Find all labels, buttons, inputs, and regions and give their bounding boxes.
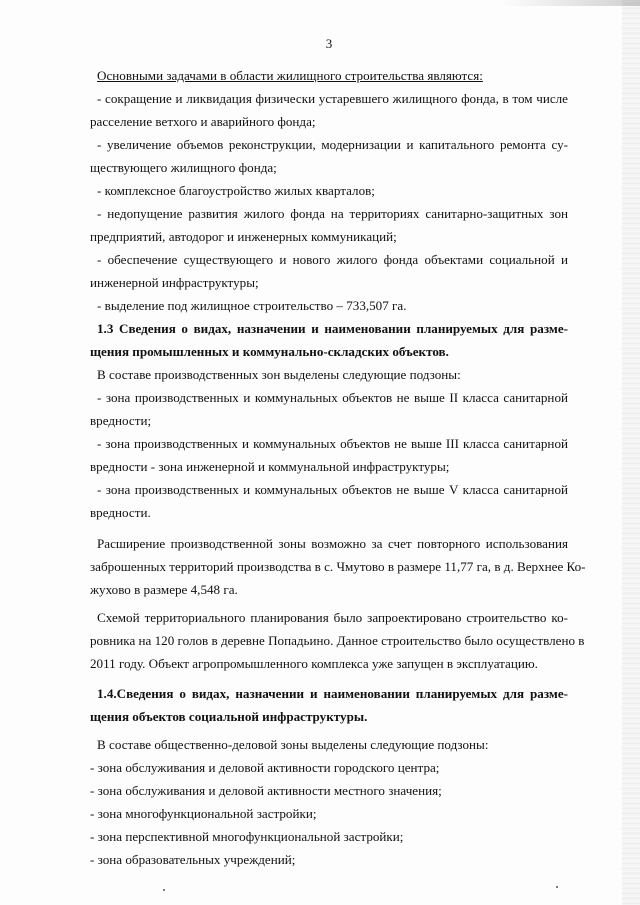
page-number: 3 [325, 36, 333, 51]
list-item: - зона обслуживания и деловой активности местного значения; [90, 783, 442, 798]
text-line: - зона производственных и коммунальных объектов не выше V класса санитарной [97, 482, 568, 497]
text-line: - зона производственных и коммунальных объектов не выше III класса санитарной [97, 436, 568, 451]
section-heading-1-4: 1.4.Сведения о видах, назначении и наименовании планируемых для разме- [97, 686, 568, 701]
text-line: В составе общественно-деловой зоны выделены следующие подзоны: [97, 737, 489, 752]
text-line: расселение ветхого и аварийного фонда; [90, 114, 316, 129]
text-line: предприятий, автодорог и инженерных коммуникаций; [90, 229, 397, 244]
text-line: - выделение под жилищное строительство – 733,507 га. [97, 298, 407, 313]
text-line: заброшенных территорий производства в с. Чмутово в размере 11,77 га, в д. Верхнее Ко- [90, 559, 586, 574]
section-heading-1-4-cont: щения объектов социальной инфраструктуры. [90, 709, 368, 724]
text-line: - увеличение объемов реконструкции, модернизации и капитального ремонта су- [97, 137, 568, 152]
text-line: инженерной инфраструктуры; [90, 275, 259, 290]
text-line: - недопущение развития жилого фонда на территориях санитарно-защитных зон [97, 206, 568, 221]
scan-edge-shadow [622, 0, 640, 905]
text-line: жухово в размере 4,548 га. [90, 582, 238, 597]
section-heading-1-3-cont: щения промышленных и коммунально-складских объектов. [90, 344, 449, 359]
text-line: - обеспечение существующего и нового жилого фонда объектами социальной и [97, 252, 568, 267]
text-line: В составе производственных зон выделены следующие подзоны: [97, 367, 461, 382]
section-heading-1-3: 1.3 Сведения о видах, назначении и наименовании планируемых для разме- [97, 321, 568, 336]
scan-speck [556, 886, 558, 888]
text-line: ществующего жилищного фонда; [90, 160, 277, 175]
list-item: - зона обслуживания и деловой активности городского центра; [90, 760, 440, 775]
text-line: - комплексное благоустройство жилых кварталов; [97, 183, 375, 198]
text-line: Расширение производственной зоны возможно за счет повторного использования [97, 536, 568, 551]
text-line: ровника на 120 голов в деревне Попадьино. Данное строительство было осуществлено в [90, 633, 585, 648]
scan-top-shadow [500, 0, 640, 6]
text-line: - зона производственных и коммунальных объектов не выше II класса санитарной [97, 390, 568, 405]
text-line: 2011 году. Объект агропромышленного комплекса уже запущен в эксплуатацию. [90, 656, 538, 671]
text-line: вредности. [90, 505, 151, 520]
text-line: Схемой территориального планирования было запроектировано строительство ко- [97, 610, 568, 625]
text-line: - сокращение и ликвидация физически устаревшего жилищного фонда, в том числе [97, 91, 568, 106]
list-item: - зона перспективной многофункциональной застройки; [90, 829, 404, 844]
list-item: - зона образовательных учреждений; [90, 852, 296, 867]
list-item: - зона многофункциональной застройки; [90, 806, 317, 821]
scan-speck [163, 889, 165, 891]
text-line: вредности - зона инженерной и коммунальной инфраструктуры; [90, 459, 450, 474]
section-heading-housing: Основными задачами в области жилищного строительства являются: [97, 68, 483, 83]
text-line: вредности; [90, 413, 152, 428]
